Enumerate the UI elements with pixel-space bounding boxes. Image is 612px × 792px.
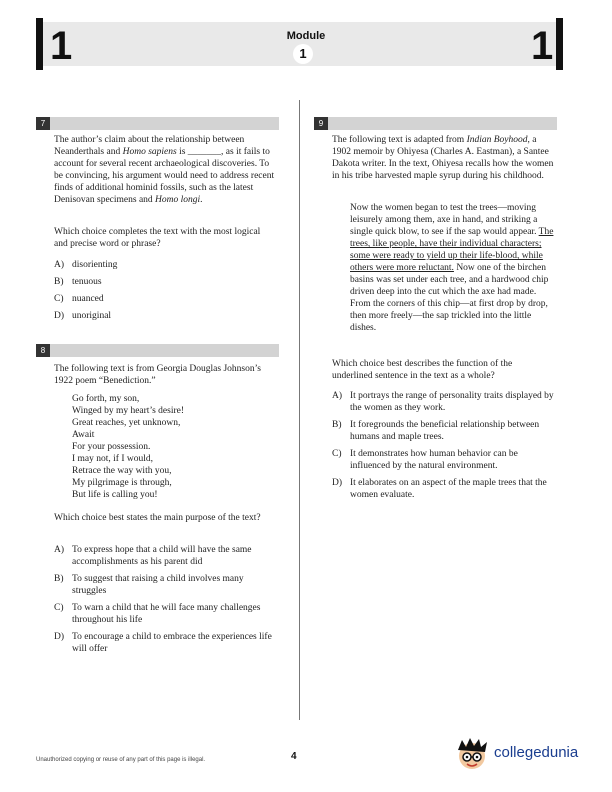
poem-line: Great reaches, yet unknown, xyxy=(72,418,181,428)
logo-text: collegedunia xyxy=(494,744,579,761)
poem-line: My pilgrimage is through, xyxy=(72,478,172,488)
question-8-prompt: Which choice best states the main purpose of the text? xyxy=(54,513,261,523)
answer-choice[interactable]: B) It foregrounds the beneficial relationship between humans and maple trees. xyxy=(332,420,540,442)
mascot-icon xyxy=(452,736,492,776)
answer-choice[interactable]: C) nuanced xyxy=(54,294,104,304)
question-7-stem: The author’s claim about the relationship between Neanderthals and Homo sapiens is _______, as it fails to account for several recent archaeological discoveries. To be convincing, his argument would need to address recent finds of additional hominid fossils, such as the latest Denisovan specimens and Homo longi. xyxy=(54,135,275,205)
question-8-bar xyxy=(36,344,279,357)
question-8-number: 8 xyxy=(36,344,50,357)
section-number-left: 1 xyxy=(50,24,73,68)
answer-choice[interactable]: D) It elaborates on an aspect of the maple trees that the women evaluate. xyxy=(332,478,547,500)
section-number-right: 1 xyxy=(531,24,554,68)
answer-choice[interactable]: A) disorienting xyxy=(54,260,118,270)
poem-line: For your possession. xyxy=(72,442,151,452)
answer-choice[interactable]: C) It demonstrates how human behavior can be influenced by the natural environment. xyxy=(332,449,518,471)
module-number: 1 xyxy=(293,44,313,64)
right-marker-bar xyxy=(556,18,563,70)
question-8-choices xyxy=(54,544,279,660)
question-9-number: 9 xyxy=(314,117,328,130)
poem-line: I may not, if I would, xyxy=(72,454,154,464)
answer-choice[interactable]: A) To express hope that a child will have the same accomplishments as his parent did xyxy=(54,545,252,567)
question-9-choices xyxy=(332,390,557,506)
question-9-passage: Now the women began to test the trees—moving leisurely among them, axe in hand, and striking a single quick blow, to see if the sap would appear. The trees, like people, have their individual characters; some were ready to yield up their life-blood, while others were more reluctant. Now one of the birchen basins was set under each tree, and a hardwood chip driven deep into the cut which the axe had made. From the corners of this chip—at first drop by drop, then more freely—the sap trickled into the little dishes. xyxy=(350,203,554,333)
module-label: Module xyxy=(286,30,326,42)
answer-choice[interactable]: B) To suggest that raising a child involves many struggles xyxy=(54,574,244,596)
question-9-bar xyxy=(314,117,557,130)
question-7-prompt: Which choice completes the text with the most logical and precise word or phrase? xyxy=(54,227,261,249)
page-number: 4 xyxy=(291,751,297,762)
question-8-intro: The following text is from Georgia Douglas Johnson’s 1922 poem “Benediction.” xyxy=(54,364,261,386)
poem-line: Retrace the way with you, xyxy=(72,466,172,476)
question-9-intro: The following text is adapted from Indian Boyhood, a 1902 memoir by Ohiyesa (Charles A. Eastman), a Santee Dakota writer. In the text, Ohiyesa recalls how the women in his tribe harvested maple syrup during his childhood. xyxy=(332,135,554,181)
poem-line: But life is calling you! xyxy=(72,490,158,500)
poem-line: Go forth, my son, xyxy=(72,394,140,404)
question-7-choices xyxy=(54,259,276,327)
left-marker-bar xyxy=(36,18,43,70)
answer-choice[interactable]: B) tenuous xyxy=(54,277,102,287)
question-8-poem xyxy=(72,393,282,501)
underlined-sentence: The trees, like people, have their individual characters; some were ready to yield up their life-blood, while others were more reluctant. xyxy=(350,227,554,273)
answer-choice[interactable]: A) It portrays the range of personality traits displayed by the women as they work. xyxy=(332,391,554,413)
answer-choice[interactable]: C) To warn a child that he will face many challenges throughout his life xyxy=(54,603,261,625)
collegedunia-logo[interactable] xyxy=(452,736,582,776)
answer-choice[interactable]: D) To encourage a child to embrace the experiences life will offer xyxy=(54,632,272,654)
poem-line: Await xyxy=(72,430,95,440)
poem-line: Winged by my heart’s desire! xyxy=(72,406,185,416)
copyright-notice: Unauthorized copying or reuse of any part of this page is illegal. xyxy=(36,757,206,763)
question-7-bar xyxy=(36,117,279,130)
question-7-number: 7 xyxy=(36,117,50,130)
column-divider xyxy=(299,100,300,720)
answer-choice[interactable]: D) unoriginal xyxy=(54,311,112,321)
question-9-prompt: Which choice best describes the function of the underlined sentence in the text as a whole? xyxy=(332,359,513,381)
